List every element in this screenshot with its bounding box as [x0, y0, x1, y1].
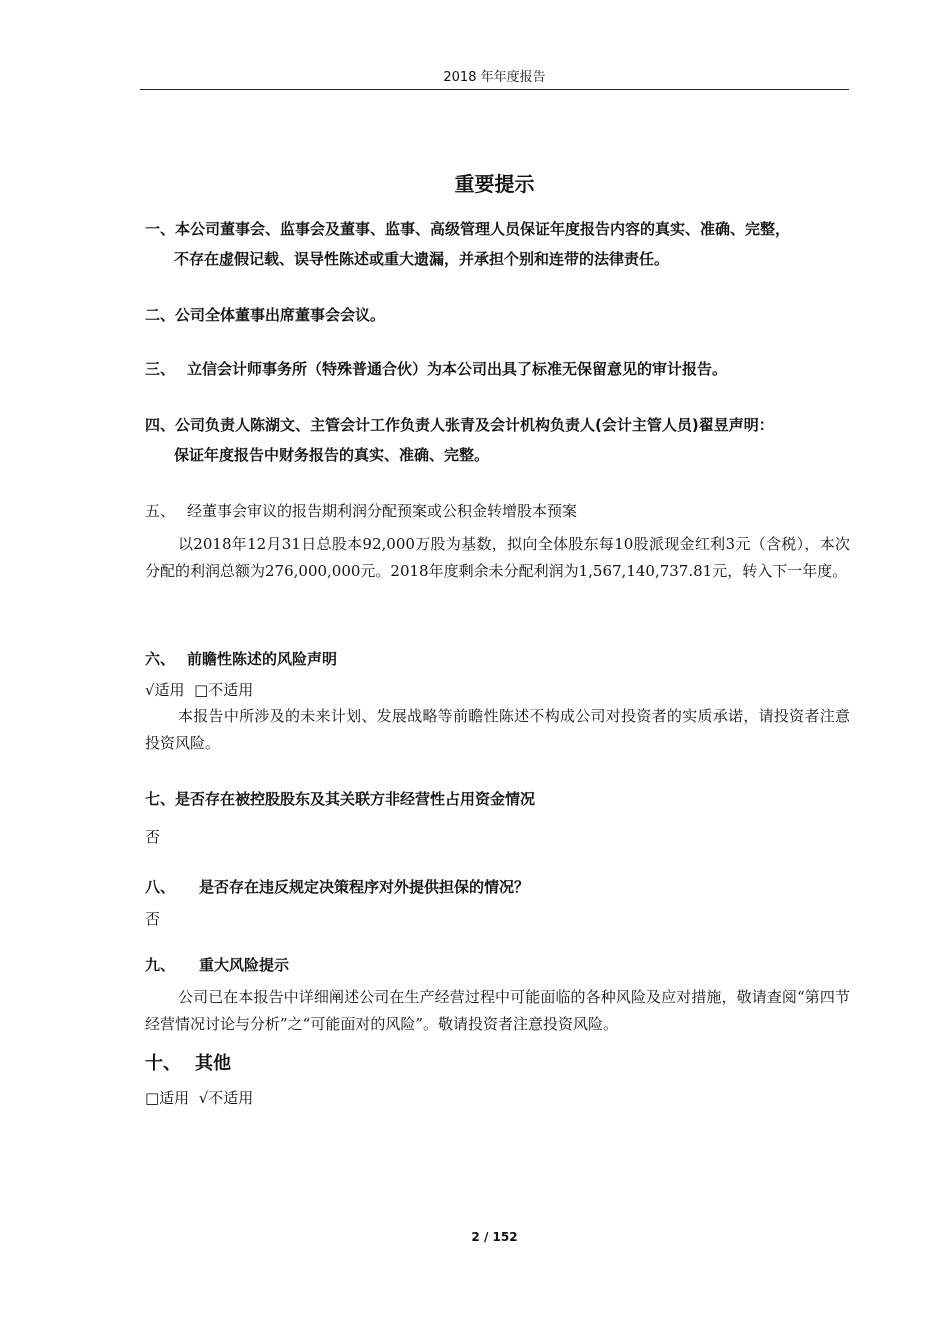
item-8-number: 八、: [145, 878, 176, 896]
header-rule: [140, 89, 849, 90]
item-3: [145, 359, 850, 379]
item-7: [145, 789, 850, 848]
item-10: [145, 1053, 850, 1109]
item-1-line-2: 不存在虚假记载、误导性陈述或重大遗漏，并承担个别和连带的法律责任。: [174, 250, 670, 268]
item-8-answer: 否: [145, 910, 161, 928]
item-8: [145, 877, 850, 930]
item-4: [145, 415, 850, 465]
item-10-title: 其他: [195, 1053, 231, 1074]
item-7-answer: 否: [145, 828, 161, 846]
item-10-number: 十、: [145, 1053, 181, 1074]
item-6-checkbox-status: √适用 □不适用: [145, 681, 254, 699]
item-2-text: 二、公司全体董事出席董事会会议。: [145, 306, 386, 324]
page-number: 2 / 152: [471, 1230, 518, 1244]
item-2: [145, 305, 850, 325]
item-5-body: 以2018年12月31日总股本92,000万股为基数，拟向全体股东每10股派现金红利3元（含税），本次分配的利润总额为276,000,000元。2018年度剩余未分配利润为1,567,140,737.81元，转入下一年度。: [145, 535, 850, 580]
item-6-title: 前瞻性陈述的风险声明: [187, 650, 338, 668]
item-9-number: 九、: [145, 956, 176, 974]
item-4-line-2: 保证年度报告中财务报告的真实、准确、完整。: [174, 446, 490, 464]
page-title: 重要提示: [454, 172, 535, 196]
item-9-title: 重大风险提示: [199, 956, 290, 974]
item-1: [145, 219, 850, 269]
item-4-line-1: 四、公司负责人陈湖文、主管会计工作负责人张青及会计机构负责人(会计主管人员)翟昱声明：: [145, 416, 774, 434]
item-3-text: 立信会计师事务所（特殊普通合伙）为本公司出具了标准无保留意见的审计报告。: [187, 360, 728, 378]
item-9-body: 公司已在本报告中详细阐述公司在生产经营过程中可能面临的各种风险及应对措施，敬请查阅“第四节经营情况讨论与分析”之“可能面对的风险”。敬请投资者注意投资风险。: [145, 988, 850, 1033]
item-5-number: 五、: [145, 502, 176, 520]
page-header: 2018 年年度报告: [443, 70, 546, 85]
item-10-checkbox-status: □适用 √不适用: [145, 1089, 254, 1107]
item-6-number: 六、: [145, 650, 176, 668]
item-5: [145, 501, 850, 585]
item-1-line-1: 一、本公司董事会、监事会及董事、监事、高级管理人员保证年度报告内容的真实、准确、完整，: [145, 220, 791, 238]
item-6-body: 本报告中所涉及的未来计划、发展战略等前瞻性陈述不构成公司对投资者的实质承诺，请投资者注意投资风险。: [145, 707, 850, 752]
item-5-title: 经董事会审议的报告期利润分配预案或公积金转增股本预案: [187, 502, 578, 520]
item-9: [145, 955, 850, 1038]
item-7-title: 七、是否存在被控股股东及其关联方非经营性占用资金情况: [145, 790, 536, 808]
item-3-number: 三、: [145, 360, 176, 378]
item-8-title: 是否存在违反规定决策程序对外提供担保的情况？: [199, 878, 530, 896]
item-6: [145, 649, 850, 757]
